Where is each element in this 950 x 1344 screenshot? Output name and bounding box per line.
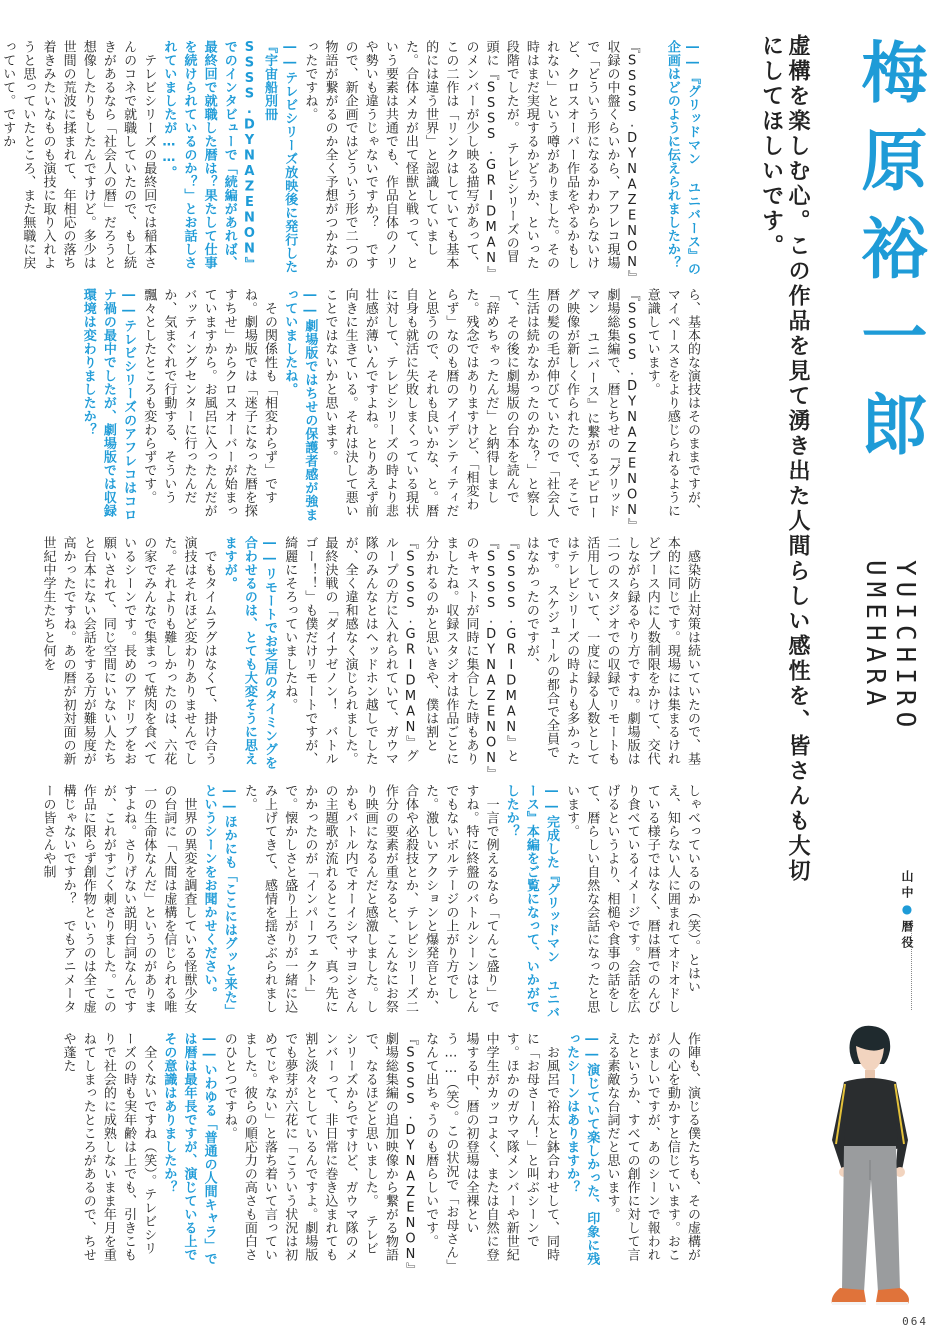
lead-quote: 虚構を楽しむ心。この作品を見て湧き出た人間らしい感性を、皆さんも大切にしてほしいです。 <box>758 34 810 884</box>
romaji-name: YUICHIRO UMEHARA <box>860 560 920 734</box>
article-column-3 <box>40 536 702 780</box>
interview-question: ――リモートでお芝居のタイミングを合わせるのは、とても大変そうに思えますが。 <box>221 536 278 770</box>
article-column-5 <box>60 1032 702 1276</box>
page-number: 064 <box>902 1315 928 1328</box>
interview-question: ――テレビシリーズのアフレコはコロナ禍の最中でしたが、劇場版では収録環境は変わりましたか？ <box>80 288 137 522</box>
interview-answer: でもタイムラグはなくて、掛け合う演技はそれほど変わりありませんでした。それよりも難しかったのは、六花の家でみんなで集まって焼肉を食べているシーンです。長めのアドリブをお願いされて、同じ空間にいない人たちと台本にない会話をする方が難易度が高かったですね。あの暦が初対面の新世紀中学生たちと何を <box>40 536 217 766</box>
article-column-4 <box>40 784 702 1020</box>
article-body <box>0 40 702 1320</box>
interview-question: ――テレビシリーズ放映後に発行した『宇宙船別冊 SSSS.DYNAZENON』でのインタビューで「続編があれば、最終回で就職した暦は？果たして仕事を続けられているのか？」とお話しされていましたが……。 <box>161 40 298 274</box>
role-suffix: 暦役 <box>900 920 914 952</box>
interview-question: ――ほかにも「ここにはグッと来た」というシーンをお聞かせください。 <box>201 784 237 1018</box>
interview-answer: お風呂で裕太と鉢合わせして、同時に「お母さーん！」と叫ぶシーンです。ほかのガウマ隊メンバーや新世紀中学生がカッコよく、または自然に登場する中、暦の初登場は全裸という……（笑）。この状況で「お母さん」なんて出ちゃうのも暦らしいです。『SSSS.DYNAZENON』劇場総集編の追加映像から繋がる物語で、なるほどと思いました。 テレビシリーズからですけど、ガウマ隊のメンバーって、非日常に巻き込まれても割と淡々としているんですよ。劇場版でも夢芽が六花に「こういう状況は初めてじゃない」と落ち着いて言っていました。彼らの順応力の高さも面白さのひとつですね。 <box>221 1032 560 1276</box>
interviewee-name: 梅原裕一郎 <box>850 38 928 478</box>
role-dot-icon: ● <box>900 902 914 920</box>
interview-question: ――いわゆる「普通の人間キャラ」では暦は最年長ですが、演じている上でその意識はありましたか？ <box>161 1032 217 1266</box>
interview-answer: 『SSSS.DYNAZENON』収録の中盤くらいから、アフレコ現場で「どういう形になるかわからないけど、クロスオーバー作品をやるかもしれない」という噂がありました。その時はまだ実現するかどうか、といった段階でしたが。 テレビシリーズの冒頭に『SSSS.GRIDMAN』のメンバーが少し映る描写があって、この二作は「リンクはしていても基本的には違う世界」と認識していました。合体メカが出て怪獣と戦って、という要素は共通でも、作品自体のノリや勢いも違うじゃないですか？ ですので、新企画ではどういう形で二つの物語が繋がるのか全く予想がつかなかったですね。 <box>302 40 660 284</box>
interview-question: ――完成した『グリッドマン ユニバース』本編をご覧になって、いかがでしたか？ <box>503 784 560 1020</box>
interview-answer: 全くないですね（笑）。テレビシリーズの時も実年齢は上でも、引きこもりで社会的に成熟しないまま年月を重ねてしまったところがあるので、ちせや蓬た <box>60 1032 157 1262</box>
interview-answer: しゃべっているのか（笑）。とはいえ、知らない人に囲まれてオドオドしている様子ではなく、暦は暦でのんびり食べているイメージです。会話を広げるというより、相槌や食事の話をして、暦らしい自然な会話になったと思います。 <box>564 784 700 1014</box>
article-column-1 <box>0 40 702 284</box>
interview-answer: 感染防止対策は続いていたので、基本的に同じです。現場には集まるけれどブース内に人数制限をかけて、交代しながら録るやり方ですね。劇場版は二つのスタジオでの収録でリモートも活用していて、一度に録る人数としてはテレビシリーズの時よりも多かったです。 スケジュールの都合で全員ではなかったのですが、『SSSS.GRIDMAN』と『SSSS.DYNAZENON』のキャストが同時に集合した時もありましたね。収録スタジオは作品ごとに分かれるのかと思いきや、僕は割と『SSSS.GRIDMAN』グループの方に入れられていて、ガウマ隊のみんなとはヘッドホン越しでしたが、全く違和感なく演じられました。最終決戦の「ダイナゼノン！ バトルゴー！！」も僕だけリモートですが、綺麗にそろっていましたね。 <box>282 536 700 780</box>
interview-answer: ら、基本的な演技はそのままですが、マイペースさをより感じられるように意識しています。 『SSSS.DYNAZENON』劇場総集編で、暦とちせの『グリッドマン ユニバース』に繋がるエピローグ映像が新しく作られたので、そこで暦の髪の毛が伸びていたので「社会人生活は続かなかったのかな？」と察して、その後に劇場版の台本を読んで「辞めちゃったんだ」と納得しました。残念ではありますけど、「相変わらず」なのも暦のアイデンティティだと思うので、それも良いかな、と。暦自身も就活に失敗しまくっている現状に対して、テレビシリーズの時より悲壮感が薄いんですよね。とりあえず前向きに生きている。それは決して悪いことではないかと思います。 <box>322 288 700 532</box>
interview-question: ――劇場版ではちせの保護者感が強まっていましたね。 <box>282 288 318 522</box>
interview-question: ――演じていて楽しかった、印象に残ったシーンはありますか？ <box>564 1032 600 1266</box>
article-column-2 <box>62 288 702 532</box>
interview-answer: その関係性も「相変わらず」ですね。劇場版では「迷子になった暦を探すちせ」からクロスオーバーが始まっていますから。お風呂に入ったんだがバッティングセンターに行ったんだか、気まぐれで行動する、そういう飄々としたところも変わらずです。 <box>141 288 278 518</box>
interview-answer: 作陣も、演じる僕たちも、その虚構が人の心を動かすと信じています。おこがましいですが、あのシーンで報われたというか、すべての創作に対して言える素敵な台詞だと思います。 <box>604 1032 700 1262</box>
interview-answer: テレビシリーズの最終回では稲本さんのコネで就職していたので、もし続きがあるなら「社会人の暦」だろうと想像したりもしたんですけど。多少は世間の荒波に揉まれて、年相応の落ち着きみたいなものも演技に取り入れようと思っていたところ、また無職に戻っていて。ですか <box>0 40 157 270</box>
role-dotted-line <box>911 930 912 1010</box>
interview-question: ――『グリッドマン ユニバース』の企画はどのように伝えられましたか？ <box>664 40 700 276</box>
character-illustration <box>814 1020 924 1310</box>
interview-answer: 一言で例えるなら「てんこ盛り」ですね。特に終盤のバトルシーンはとんでもないボルテージの上がり方でした。激しいアクションと爆発音とか、合体や必殺技とか、テレビシリーズ二作分の要素が重なると、こんなにお祭り映画になるんだと感激しました。しかもバトル内でオーイシマサヨシさんの主題歌が流れるところで、真っ先にかかったのが「インパーフェクト」で。懐かしさと盛り上がりが一緒に込み上げてきて、感情を揺さぶられました。 <box>241 784 499 1014</box>
interview-answer: 世界の異変を調査している怪獣少女の台詞に「人間は虚構を信じられる唯一の生命体なんだ」というのがありますよね。さりげない説明台詞なんですが、これがすごく刺さりました。この作品に限らず創作物というのは全て虚構じゃないですか？ でもアニメーターの皆さんや制 <box>40 784 197 1014</box>
role-label <box>899 870 916 952</box>
role-character: 山中 <box>900 870 914 902</box>
